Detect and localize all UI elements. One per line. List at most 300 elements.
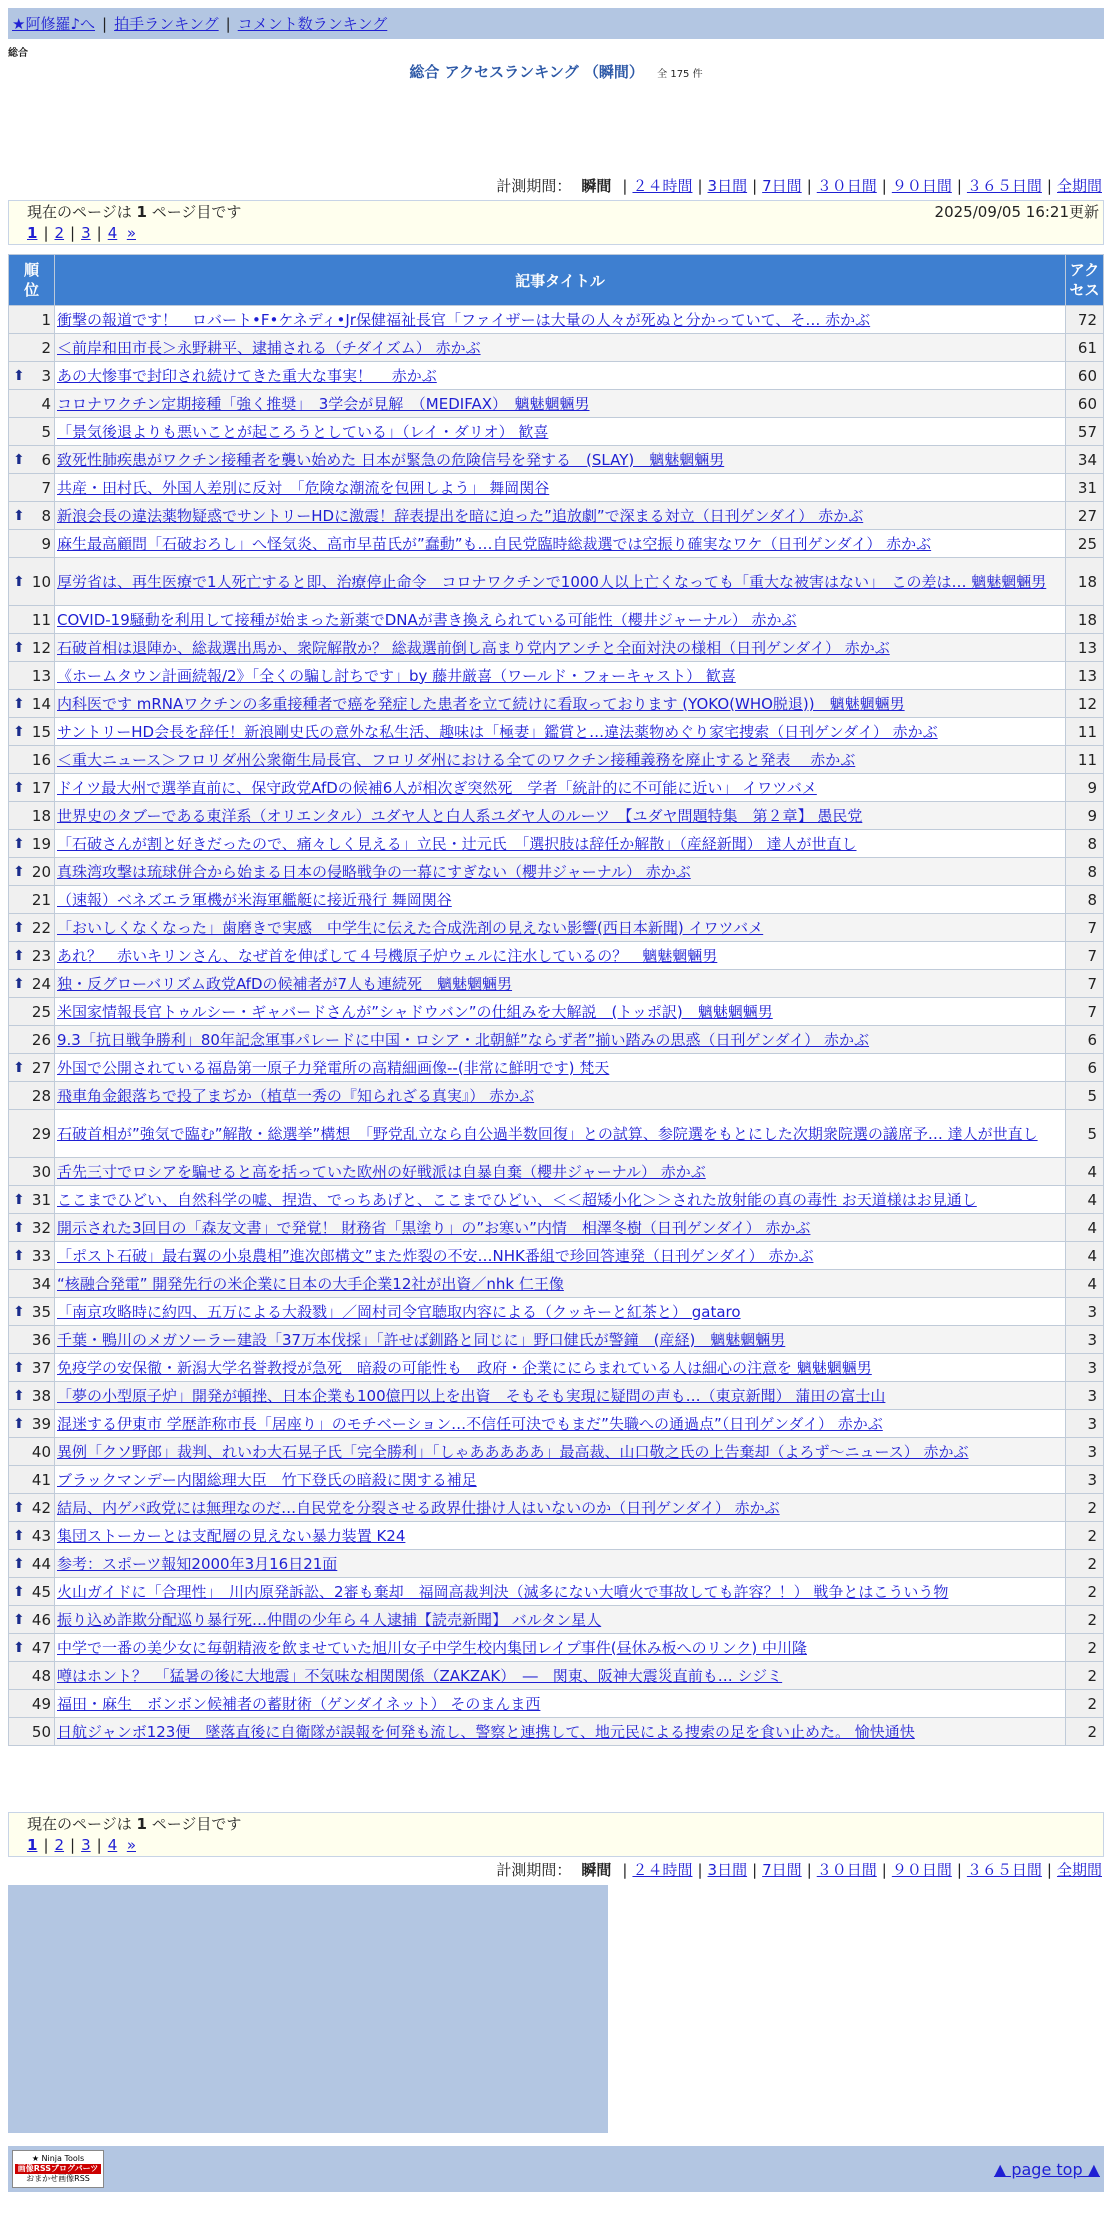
table-row <box>9 998 1104 1026</box>
rank-cell <box>9 1026 55 1054</box>
rank-cell <box>9 334 55 362</box>
title-cell <box>55 634 1066 662</box>
current-page-text: 現在のページは 1 ページ目です <box>27 1815 242 1833</box>
rank-number: 47 <box>31 1638 51 1657</box>
rank-up-arrow-icon: ⬆ <box>13 1059 25 1076</box>
article-link[interactable]: サントリーHD会長を辞任！新浪剛史氏の意外な私生活、趣味は「極妻」鑑賞と…違法薬物めぐり家宅捜索（日刊ゲンダイ） 赤かぶ <box>57 722 938 741</box>
rank-cell <box>9 1522 55 1550</box>
rank-number: 25 <box>31 1002 51 1021</box>
table-row <box>9 418 1104 446</box>
title-cell <box>55 334 1066 362</box>
rank-cell <box>9 1158 55 1186</box>
rank-number: 23 <box>31 946 51 965</box>
article-link[interactable]: 共産・田村氏、外国人差別に反対 「危険な潮流を包囲しよう」 舞岡関谷 <box>57 478 550 497</box>
table-row <box>9 1690 1104 1718</box>
rank-cell <box>9 474 55 502</box>
rank-up-arrow-icon: ⬆ <box>13 1499 25 1516</box>
access-count: 6 <box>1066 1054 1104 1082</box>
article-link[interactable]: 千葉・鴨川のメガソーラー建設「37万本伐採」「許せば釧路と同じに」野口健氏が警鐘 (産経) 魑魅魍魎男 <box>57 1330 786 1349</box>
rank-number: 24 <box>31 974 51 993</box>
rank-number: 8 <box>41 506 51 525</box>
rank-number: 49 <box>31 1694 51 1713</box>
access-count: 5 <box>1066 1110 1104 1158</box>
rank-number: 18 <box>31 806 51 825</box>
title-cell <box>55 1158 1066 1186</box>
table-row <box>9 1550 1104 1578</box>
access-count: 6 <box>1066 1026 1104 1054</box>
title-cell <box>55 1578 1066 1606</box>
access-count: 2 <box>1066 1522 1104 1550</box>
table-row <box>9 1466 1104 1494</box>
rank-number: 32 <box>31 1218 51 1237</box>
next-page-link[interactable]: » <box>126 1836 136 1854</box>
access-count: 4 <box>1066 1242 1104 1270</box>
next-page-link[interactable]: » <box>126 224 136 242</box>
title-cell <box>55 914 1066 942</box>
rank-up-arrow-icon: ⬆ <box>13 919 25 936</box>
page-link-3[interactable]: 3 <box>81 1836 91 1854</box>
page-link-4[interactable]: 4 <box>107 1836 118 1854</box>
rank-up-arrow-icon: ⬆ <box>13 1303 25 1320</box>
article-link[interactable]: 石破首相が”強気で臨む”解散・総選挙”構想 「野党乱立なら自公過半数回復」との試算、参院選をもとにした次期衆院選の議席予… 達人が世直し <box>57 1124 1038 1143</box>
rank-cell <box>9 1634 55 1662</box>
rank-cell <box>9 1494 55 1522</box>
title-cell <box>55 606 1066 634</box>
table-row <box>9 970 1104 998</box>
period-3d-link[interactable]: 3日間 <box>707 1861 748 1879</box>
rank-cell <box>9 1354 55 1382</box>
article-link[interactable]: 参考：スポーツ報知2000年3月16日21面 <box>57 1554 338 1573</box>
title-cell <box>55 662 1066 690</box>
rank-cell <box>9 1466 55 1494</box>
article-link[interactable]: 《ホームタウン計画続報/2》「全くの騙し討ちです」by 藤井厳喜（ワールド・フォーキャスト） 歓喜 <box>57 666 736 685</box>
article-link[interactable]: “核融合発電” 開発先行の米企業に日本の大手企業12社が出資／nhk 仁王像 <box>57 1274 564 1293</box>
rank-cell <box>9 1326 55 1354</box>
updated-time: 2025/09/05 16:21更新 <box>934 203 1099 221</box>
rank-cell <box>9 830 55 858</box>
rank-cell <box>9 1606 55 1634</box>
table-row <box>9 1578 1104 1606</box>
rank-cell <box>9 446 55 474</box>
ranking-title: 総合 アクセスランキング （瞬間） <box>409 63 644 81</box>
rank-number: 20 <box>31 862 51 881</box>
rank-number: 16 <box>31 750 51 769</box>
table-row <box>9 334 1104 362</box>
table-row <box>9 1214 1104 1242</box>
title-cell <box>55 418 1066 446</box>
period-30d-link[interactable]: ３０日間 <box>816 177 877 195</box>
article-link[interactable]: 集団ストーカーとは支配層の見えない暴力装置 K24 <box>57 1526 406 1545</box>
title-cell <box>55 1410 1066 1438</box>
rss-parts-logo[interactable]: ★ Ninja Tools 画像RSSブログパーツ おまかせ画像RSS <box>12 2150 104 2188</box>
article-link[interactable]: ここまでひどい、自然科学の嘘、捏造、でっちあげと、ここまでひどい、＜＜超矮小化＞＞された放射能の真の毒性 お天道様はお見通し <box>57 1190 977 1209</box>
home-link[interactable]: ★阿修羅♪へ <box>12 15 96 33</box>
title-cell <box>55 1522 1066 1550</box>
rank-number: 29 <box>31 1124 51 1143</box>
period-all-link[interactable]: 全期間 <box>1056 1861 1102 1879</box>
title-cell <box>55 690 1066 718</box>
rank-cell <box>9 502 55 530</box>
article-link[interactable]: 衝撃の報道です！ ロバート•F•ケネディ•Jr保健福祉長官「ファイザーは大量の人々が死ぬと分かっていて、そ… 赤かぶ <box>57 310 871 329</box>
table-row <box>9 502 1104 530</box>
rank-cell <box>9 802 55 830</box>
rank-cell <box>9 662 55 690</box>
rank-number: 46 <box>31 1610 51 1629</box>
article-link[interactable]: 「おいしくなくなった」歯磨きで実感 中学生に伝えた合成洗剤の見えない影響(西日本新聞) イワツバメ <box>57 918 764 937</box>
current-page-text: 現在のページは 1 ページ目です <box>27 203 242 221</box>
title-cell <box>55 306 1066 334</box>
title-cell <box>55 446 1066 474</box>
period-30d-link[interactable]: ３０日間 <box>816 1861 877 1879</box>
access-count: 57 <box>1066 418 1104 446</box>
period-7d-link[interactable]: 7日間 <box>762 177 802 195</box>
rank-up-arrow-icon: ⬆ <box>13 1387 25 1404</box>
article-link[interactable]: 厚労省は、再生医療で1人死亡すると即、治療停止命令 コロナワクチンで1000人以上亡くなっても「重大な被害はない」 この差は… 魑魅魍魎男 <box>57 572 1047 591</box>
access-count: 3 <box>1066 1354 1104 1382</box>
total-count: 全 175 件 <box>657 69 703 80</box>
rank-cell <box>9 746 55 774</box>
rank-up-arrow-icon: ⬆ <box>13 507 25 524</box>
access-count: 2 <box>1066 1690 1104 1718</box>
table-row <box>9 474 1104 502</box>
rank-up-arrow-icon: ⬆ <box>13 975 25 992</box>
page-link-2[interactable]: 2 <box>54 1836 65 1854</box>
rank-up-arrow-icon: ⬆ <box>13 863 25 880</box>
table-row <box>9 1326 1104 1354</box>
table-row <box>9 1718 1104 1746</box>
access-count: 13 <box>1066 634 1104 662</box>
period-90d-link[interactable]: ９０日間 <box>891 1861 952 1879</box>
access-count: 12 <box>1066 690 1104 718</box>
article-link[interactable]: 致死性肺疾患がワクチン接種者を襲い始めた 日本が緊急の危険信号を発する (SLAY) 魑魅魍魎男 <box>57 450 725 469</box>
period-7d-link[interactable]: 7日間 <box>762 1861 802 1879</box>
page-link-3[interactable]: 3 <box>81 224 91 242</box>
rank-up-arrow-icon: ⬆ <box>13 1247 25 1264</box>
article-link[interactable]: 世界史のタブーである東洋系（オリエンタル）ユダヤ人と白人系ユダヤ人のルーツ 【ユダヤ問題特集 第２章】 愚民党 <box>57 806 863 825</box>
rank-cell <box>9 1298 55 1326</box>
page-link-1[interactable]: 1 <box>27 1836 38 1854</box>
rank-up-arrow-icon: ⬆ <box>13 1583 25 1600</box>
rank-number: 14 <box>31 694 51 713</box>
article-link[interactable]: 石破首相は退陣か、総裁選出馬か、衆院解散か？ 総裁選前倒し高まり党内アンチと全面対決の様相（日刊ゲンダイ） 赤かぶ <box>57 638 890 657</box>
rank-up-arrow-icon: ⬆ <box>13 723 25 740</box>
rank-number: 15 <box>31 722 51 741</box>
table-row <box>9 1606 1104 1634</box>
article-link[interactable]: 開示された3回目の「森友文書」で発覚！ 財務省「黒塗り」の”お寒い”内情 相澤冬樹（日刊ゲンダイ） 赤かぶ <box>57 1218 811 1237</box>
table-row <box>9 774 1104 802</box>
rank-up-arrow-icon: ⬆ <box>13 1415 25 1432</box>
table-row <box>9 558 1104 606</box>
article-link[interactable]: あの大惨事で封印され続けてきた重大な事実！ 赤かぶ <box>57 366 437 385</box>
title-cell <box>55 1466 1066 1494</box>
rank-cell <box>9 362 55 390</box>
nav-separator: | <box>102 14 108 33</box>
article-link[interactable]: 真珠湾攻撃は琉球併合から始まる日本の侵略戦争の一幕にすぎない（櫻井ジャーナル） 赤かぶ <box>57 862 691 881</box>
period-24h-link[interactable]: ２４時間 <box>632 1861 693 1879</box>
access-count: 8 <box>1066 886 1104 914</box>
rank-number: 36 <box>31 1330 51 1349</box>
table-row <box>9 1634 1104 1662</box>
rank-number: 34 <box>31 1274 51 1293</box>
page-link-4[interactable]: 4 <box>107 224 118 242</box>
title-cell <box>55 1634 1066 1662</box>
article-link[interactable]: 火山ガイドに「合理性」 川内原発訴訟、2審も棄却 福岡高裁判決（滅多にない大噴火で事故しても許容？！） 戦争とはこういう物 <box>57 1582 949 1601</box>
rank-number: 42 <box>31 1498 51 1517</box>
ranking-table <box>8 254 1104 1746</box>
title-cell <box>55 1690 1066 1718</box>
period-24h-link[interactable]: ２４時間 <box>632 177 693 195</box>
article-link[interactable]: 内科医です mRNAワクチンの多重接種者で癌を発症した患者を立て続けに看取っております (YOKO(WHO脱退)) 魑魅魍魎男 <box>57 694 905 713</box>
access-count: 11 <box>1066 718 1104 746</box>
table-row <box>9 1270 1104 1298</box>
title-cell <box>55 1054 1066 1082</box>
table-row <box>9 886 1104 914</box>
rank-cell <box>9 530 55 558</box>
title-cell <box>55 830 1066 858</box>
rank-number: 13 <box>31 666 51 685</box>
article-link[interactable]: 中学で一番の美少女に毎朝精液を飲ませていた旭川女子中学生校内集団レイプ事件(昼休み板へのリンク) 中川隆 <box>57 1638 807 1657</box>
access-count: 60 <box>1066 362 1104 390</box>
rank-cell <box>9 1382 55 1410</box>
title-cell <box>55 1110 1066 1158</box>
article-link[interactable]: 混迷する伊東市 学歴詐称市長「居座り」のモチベーション…不信任可決でもまだ”失職への通過点”（日刊ゲンダイ） 赤かぶ <box>57 1414 883 1433</box>
access-count: 7 <box>1066 942 1104 970</box>
title-cell <box>55 1438 1066 1466</box>
rank-cell <box>9 858 55 886</box>
title-cell <box>55 362 1066 390</box>
title-cell <box>55 1186 1066 1214</box>
title-cell <box>55 1354 1066 1382</box>
clap-ranking-link[interactable]: 拍手ランキング <box>114 15 219 33</box>
rank-cell <box>9 558 55 606</box>
period-365d-link[interactable]: ３６５日間 <box>966 1861 1042 1879</box>
comment-ranking-link[interactable]: コメント数ランキング <box>237 15 388 33</box>
table-row <box>9 530 1104 558</box>
rank-cell <box>9 942 55 970</box>
article-link[interactable]: 米国家情報長官トゥルシー・ギャバードさんが”シャドウバン”の仕組みを大解説 (トッポ訳) 魑魅魍魎男 <box>57 1002 773 1021</box>
article-link[interactable]: 「夢の小型原子炉」開発が頓挫、日本企業も100億円以上を出資 そもそも実現に疑問の声も…（東京新聞） 蒲田の富士山 <box>57 1386 886 1405</box>
access-count: 3 <box>1066 1466 1104 1494</box>
title-cell <box>55 1718 1066 1746</box>
title-cell <box>55 746 1066 774</box>
article-link[interactable]: 異例「クソ野郎」裁判、れいわ大石晃子氏「完全勝利」「しゃあああああ」最高裁、山口敬之氏の上告棄却（よろず～ニュース） 赤かぶ <box>57 1442 969 1461</box>
access-count: 2 <box>1066 1550 1104 1578</box>
page-top-link[interactable]: ▲ page top ▲ <box>993 2159 1100 2179</box>
access-count: 72 <box>1066 306 1104 334</box>
rank-number: 38 <box>31 1386 51 1405</box>
category-label: 総合 <box>8 48 28 59</box>
rank-cell <box>9 418 55 446</box>
period-all-link[interactable]: 全期間 <box>1056 177 1102 195</box>
ad-placeholder <box>8 1885 608 2133</box>
article-link[interactable]: 9.3「抗日戦争勝利」80年記念軍事パレードに中国・ロシア・北朝鮮”ならず者”揃い踏みの思惑（日刊ゲンダイ） 赤かぶ <box>57 1030 870 1049</box>
rank-number: 3 <box>41 366 51 385</box>
article-link[interactable]: 独・反グローバリズム政党AfDの候補者が7人も連続死 魑魅魍魎男 <box>57 974 513 993</box>
article-link[interactable]: 飛車角金銀落ちで投了まぢか（植草一秀の『知られざる真実』） 赤かぶ <box>57 1086 535 1105</box>
table-row <box>9 830 1104 858</box>
access-count: 8 <box>1066 858 1104 886</box>
article-link[interactable]: 「南京攻略時に約四、五万による大殺戮」／岡村司令官聴取内容による（クッキーと紅茶と） gataro <box>57 1302 741 1321</box>
rank-up-arrow-icon: ⬆ <box>13 573 25 590</box>
article-link[interactable]: ブラックマンデー内閣総理大臣 竹下登氏の暗殺に関する補足 <box>57 1470 477 1489</box>
table-row <box>9 1054 1104 1082</box>
access-count: 11 <box>1066 746 1104 774</box>
rank-cell <box>9 1214 55 1242</box>
article-link[interactable]: 舌先三寸でロシアを騙せると高を括っていた欧州の好戦派は自暴自棄（櫻井ジャーナル） 赤かぶ <box>57 1162 706 1181</box>
table-row <box>9 858 1104 886</box>
rank-cell <box>9 970 55 998</box>
rank-cell <box>9 306 55 334</box>
table-row <box>9 942 1104 970</box>
article-link[interactable]: ドイツ最大州で選挙直前に、保守政党AfDの候補6人が相次ぎ突然死 学者「統計的に不可能に近い」 イワツバメ <box>57 778 817 797</box>
rank-number: 26 <box>31 1030 51 1049</box>
article-link[interactable]: COVID-19騒動を利用して接種が始まった新薬でDNAが書き換えられている可能性（櫻井ジャーナル） 赤かぶ <box>57 610 797 629</box>
nav-separator: | <box>225 14 231 33</box>
article-link[interactable]: あれ？ 赤いキリンさん、なぜ首を伸ばして４号機原子炉ウェルに注水しているの？ 魑魅魍魎男 <box>57 946 718 965</box>
rank-up-arrow-icon: ⬆ <box>13 695 25 712</box>
rank-number: 27 <box>31 1058 51 1077</box>
article-link[interactable]: コロナワクチン定期接種「強く推奨」 3学会が見解 （MEDIFAX） 魑魅魍魎男 <box>57 394 590 413</box>
period-current: 瞬間 <box>581 1861 612 1879</box>
period-365d-link[interactable]: ３６５日間 <box>966 177 1042 195</box>
table-row <box>9 1186 1104 1214</box>
article-link[interactable]: ＜前岸和田市長＞永野耕平、逮捕される（チダイズム） 赤かぶ <box>57 338 481 357</box>
access-count: 3 <box>1066 1410 1104 1438</box>
table-row <box>9 1158 1104 1186</box>
rank-number: 7 <box>41 478 51 497</box>
rank-cell <box>9 718 55 746</box>
article-link[interactable]: 外国で公開されている福島第一原子力発電所の高精細画像--(非常に鮮明です) 梵天 <box>57 1058 610 1077</box>
rank-cell <box>9 606 55 634</box>
rank-up-arrow-icon: ⬆ <box>13 1219 25 1236</box>
title-header: 記事タイトル <box>55 255 1066 306</box>
rank-header: 順位 <box>9 255 55 306</box>
title-cell <box>55 1550 1066 1578</box>
access-count: 2 <box>1066 1606 1104 1634</box>
rank-cell <box>9 634 55 662</box>
rank-cell <box>9 1054 55 1082</box>
rank-number: 31 <box>31 1190 51 1209</box>
page-link-2[interactable]: 2 <box>54 224 65 242</box>
period-label: 計測期間： <box>496 177 572 195</box>
rank-number: 39 <box>31 1414 51 1433</box>
article-link[interactable]: 福田・麻生 ボンボン候補者の蓄財術（ゲンダイネット） そのまんま西 <box>57 1694 541 1713</box>
table-row <box>9 1242 1104 1270</box>
period-90d-link[interactable]: ９０日間 <box>891 177 952 195</box>
rank-number: 28 <box>31 1086 51 1105</box>
access-count: 3 <box>1066 1298 1104 1326</box>
access-count: 61 <box>1066 334 1104 362</box>
table-row <box>9 1110 1104 1158</box>
period-selector-top: 計測期間： 瞬間 | ２４時間 | 3日間 | 7日間 | ３０日間 | ９０日間 | ３６５日間 | 全期間 <box>496 176 1102 195</box>
rank-cell <box>9 1242 55 1270</box>
article-link[interactable]: 免疫学の安保徹・新潟大学名誉教授が急死 暗殺の可能性も 政府・企業ににらまれている人は細心の注意を 魑魅魍魎男 <box>57 1358 872 1377</box>
rank-number: 11 <box>31 610 51 629</box>
article-link[interactable]: 「石破さんが割と好きだったので、痛々しく見える」立民・辻元氏 「選択肢は辞任か解散」（産経新聞） 達人が世直し <box>57 834 857 853</box>
rank-number: 37 <box>31 1358 51 1377</box>
title-cell <box>55 502 1066 530</box>
title-cell <box>55 802 1066 830</box>
title-cell <box>55 1662 1066 1690</box>
article-link[interactable]: 結局、内ゲバ政党には無理なのだ…自民党を分裂させる政界仕掛け人はいないのか（日刊ゲンダイ） 赤かぶ <box>57 1498 780 1517</box>
article-link[interactable]: （速報）ベネズエラ軍機が米海軍艦艇に接近飛行 舞岡関谷 <box>57 890 452 909</box>
rank-up-arrow-icon: ⬆ <box>13 947 25 964</box>
title-cell <box>55 718 1066 746</box>
rank-cell <box>9 690 55 718</box>
page-title <box>0 61 1112 82</box>
rank-number: 40 <box>31 1442 51 1461</box>
title-cell <box>55 1382 1066 1410</box>
article-link[interactable]: 噂はホント？ 「猛暑の後に大地震」不気味な相関関係（ZAKZAK） ― 関東、阪神大震災直前も… シジミ <box>57 1666 783 1685</box>
period-3d-link[interactable]: 3日間 <box>707 177 748 195</box>
article-link[interactable]: 麻生最高顧問「石破おろし」へ怪気炎、高市早苗氏が”蠢動”も…自民党臨時総裁選では空振り確実なワケ（日刊ゲンダイ） 赤かぶ <box>57 534 932 553</box>
table-row <box>9 1382 1104 1410</box>
period-current: 瞬間 <box>581 177 612 195</box>
table-row <box>9 662 1104 690</box>
access-count: 2 <box>1066 1494 1104 1522</box>
access-count: 4 <box>1066 1158 1104 1186</box>
rank-number: 10 <box>31 572 51 591</box>
article-link[interactable]: 新浪会長の違法薬物疑惑でサントリーHDに激震！辞表提出を暗に迫った”追放劇”で深まる対立（日刊ゲンダイ） 赤かぶ <box>57 506 864 525</box>
table-row <box>9 362 1104 390</box>
rank-up-arrow-icon: ⬆ <box>13 1359 25 1376</box>
table-header-row <box>9 255 1104 306</box>
title-cell <box>55 558 1066 606</box>
footer-bar <box>8 2146 1104 2192</box>
article-link[interactable]: ＜重大ニュース＞フロリダ州公衆衛生局長官、フロリダ州における全てのワクチン接種義務を廃止すると発表 赤かぶ <box>57 750 856 769</box>
rank-up-arrow-icon: ⬆ <box>13 1555 25 1572</box>
rank-number: 41 <box>31 1470 51 1489</box>
article-link[interactable]: 日航ジャンボ123便 墜落直後に自衛隊が誤報を何発も流し、警察と連携して、地元民による捜索の足を食い止めた。 愉快通快 <box>57 1722 915 1741</box>
table-row <box>9 606 1104 634</box>
title-cell <box>55 998 1066 1026</box>
article-link[interactable]: 振り込め詐欺分配巡り暴行死…仲間の少年ら４人逮捕【読売新聞】 バルタン星人 <box>57 1610 602 1629</box>
rank-number: 4 <box>41 394 51 413</box>
access-count: 9 <box>1066 802 1104 830</box>
rank-number: 43 <box>31 1526 51 1545</box>
rank-up-arrow-icon: ⬆ <box>13 1191 25 1208</box>
rank-cell <box>9 1270 55 1298</box>
title-cell <box>55 858 1066 886</box>
pager-bottom: 現在のページは 1 ページ目です 1 | 2 | 3 | 4 » <box>8 1812 1104 1857</box>
rank-cell <box>9 1110 55 1158</box>
rank-number: 22 <box>31 918 51 937</box>
pager-top: 現在のページは 1 ページ目です 2025/09/05 16:21更新 1 | 2 | 3 | 4 » <box>8 200 1104 245</box>
rank-up-arrow-icon: ⬆ <box>13 1611 25 1628</box>
access-count: 5 <box>1066 1082 1104 1110</box>
access-count: 2 <box>1066 1578 1104 1606</box>
rank-cell <box>9 998 55 1026</box>
article-link[interactable]: 「景気後退よりも悪いことが起ころうとしている」（レイ・ダリオ） 歓喜 <box>57 422 549 441</box>
rank-up-arrow-icon: ⬆ <box>13 835 25 852</box>
access-header: アクセス <box>1066 255 1104 306</box>
access-count: 3 <box>1066 1326 1104 1354</box>
rank-number: 21 <box>31 890 51 909</box>
table-row <box>9 746 1104 774</box>
title-cell <box>55 774 1066 802</box>
rank-up-arrow-icon: ⬆ <box>13 639 25 656</box>
table-row <box>9 1410 1104 1438</box>
article-link[interactable]: 「ポスト石破」最右翼の小泉農相”進次郎構文”また炸裂の不安…NHK番組で珍回答連発（日刊ゲンダイ） 赤かぶ <box>57 1246 814 1265</box>
access-count: 60 <box>1066 390 1104 418</box>
rank-up-arrow-icon: ⬆ <box>13 1639 25 1656</box>
page-link-1[interactable]: 1 <box>27 224 38 242</box>
rank-number: 19 <box>31 834 51 853</box>
rank-up-arrow-icon: ⬆ <box>13 367 25 384</box>
access-count: 4 <box>1066 1214 1104 1242</box>
rank-number: 17 <box>31 778 51 797</box>
title-cell <box>55 530 1066 558</box>
